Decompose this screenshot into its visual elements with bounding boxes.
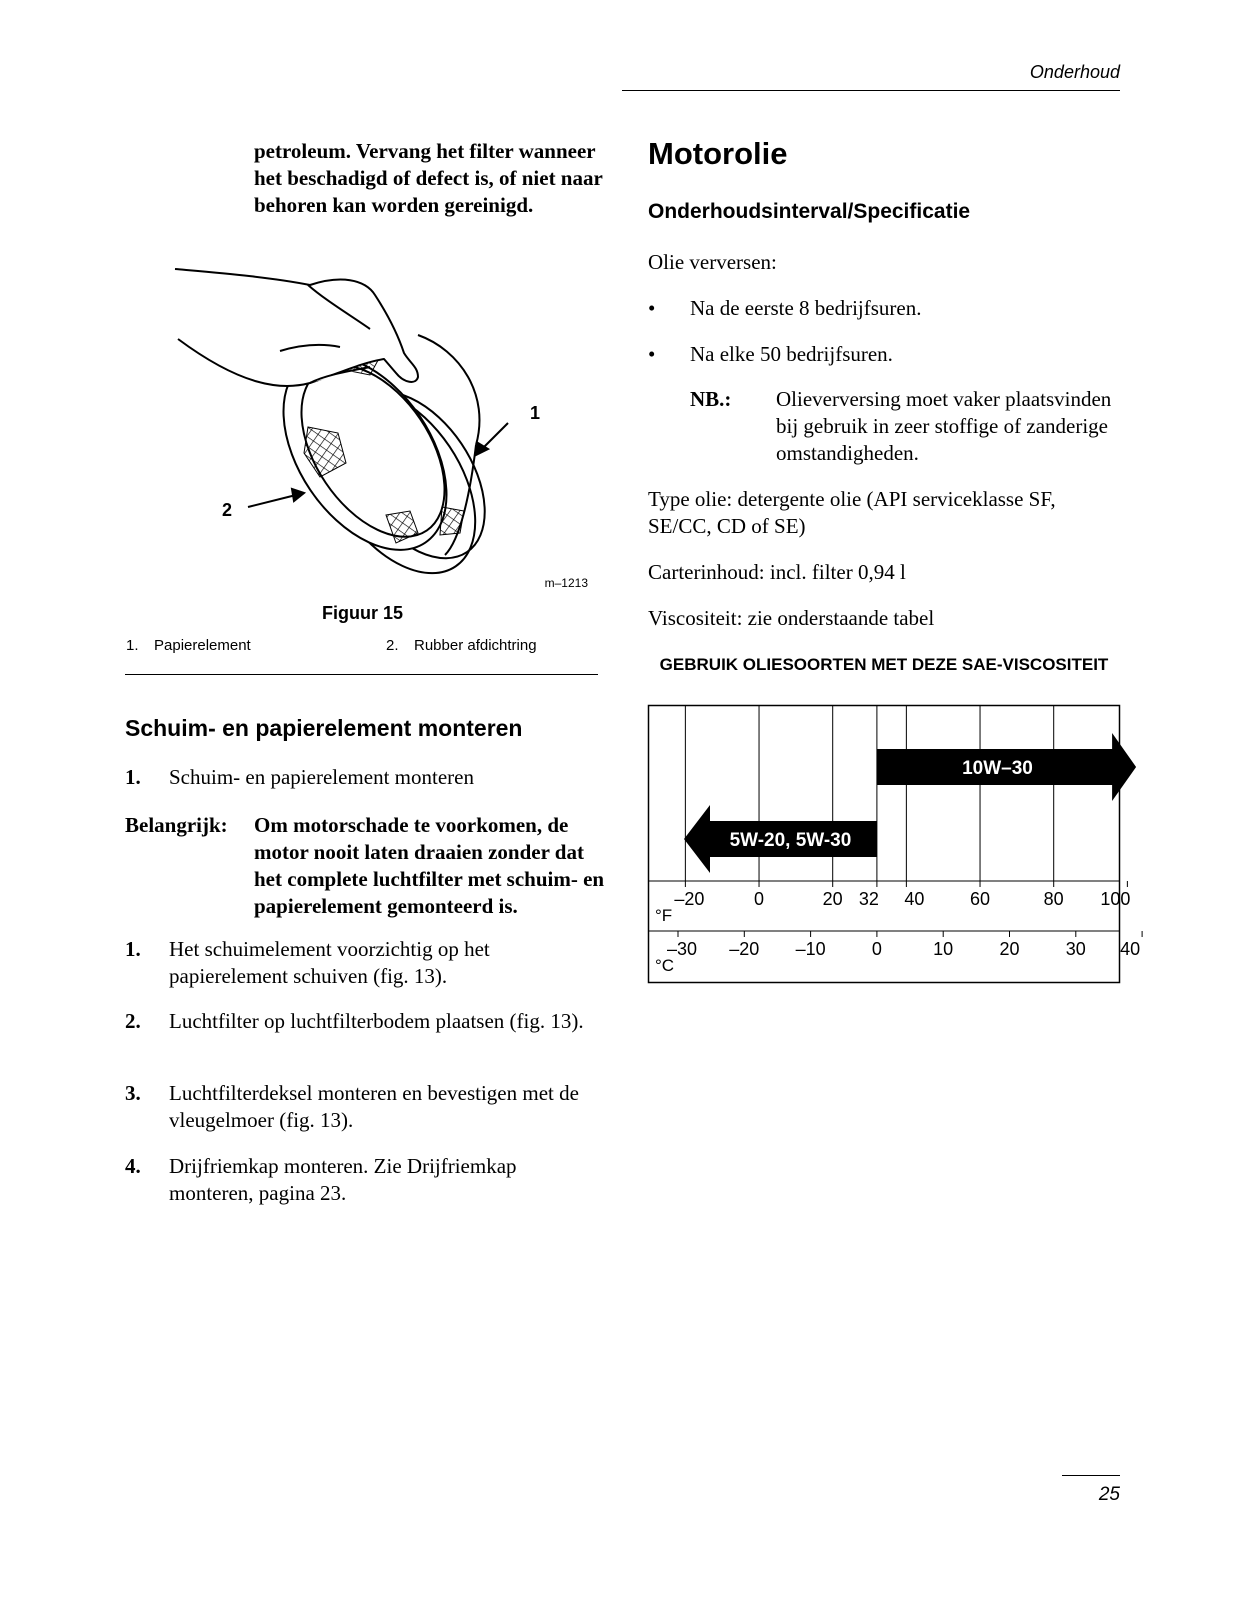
procedure-step <box>125 1153 605 1207</box>
legend-label: Papierelement <box>154 637 251 654</box>
note <box>690 386 1120 467</box>
viscosity-bar-label: 5W-20, 5W-30 <box>729 830 852 851</box>
bullet-marker: • <box>648 296 656 320</box>
figure-legend-item <box>386 637 537 654</box>
important-notice <box>125 812 605 920</box>
step-text: Schuim- en papierelement monteren <box>169 765 474 789</box>
fahrenheit-tick-label: 80 <box>1043 889 1064 909</box>
fahrenheit-tick-label: 40 <box>904 889 925 909</box>
celsius-tick-label: 20 <box>999 939 1020 959</box>
procedure-step <box>125 1080 605 1134</box>
procedure-step <box>125 1008 605 1035</box>
procedure-step <box>125 936 605 990</box>
celsius-tick-label: 40 <box>1120 939 1141 959</box>
air-filter-illustration <box>160 255 600 600</box>
step-number: 1. <box>125 765 141 789</box>
bullet-text: Na elke 50 bedrijfsuren. <box>690 342 893 366</box>
callout-2-label: 2 <box>222 500 233 520</box>
fahrenheit-tick-label: 100 <box>1100 889 1131 909</box>
bullet-item <box>648 295 1118 322</box>
footer-rule <box>1062 1475 1120 1476</box>
chart-title: GEBRUIK OLIESOORTEN MET DEZE SAE-VISCOSITEIT <box>659 655 1109 674</box>
running-head: Onderhoud <box>1029 62 1120 82</box>
header-rule <box>622 90 1120 91</box>
fahrenheit-tick-label: 32 <box>858 889 879 909</box>
legend-number: 1. <box>126 637 139 654</box>
step-text: Luchtfilter op luchtfilterbodem plaatsen (fig. 13). <box>169 1009 584 1033</box>
celsius-unit-label: °C <box>655 956 675 975</box>
section-title: Motorolie <box>648 136 788 171</box>
note-text: Olieverversing moet vaker plaatsvinden bij gebruik in zeer stoffige of zanderige omstandigheden. <box>776 387 1112 465</box>
warning-continuation: petroleum. Vervang het filter wanneer het beschadigd of defect is, of niet naar behoren kan worden gereinigd. <box>254 139 603 217</box>
bullet-marker: • <box>648 342 656 366</box>
callout-1-label: 1 <box>530 403 541 423</box>
section-heading: Schuim- en papierelement monteren <box>125 715 523 741</box>
step-number: 2. <box>125 1009 141 1033</box>
step-number: 4. <box>125 1154 141 1178</box>
figure-caption: Figuur 15 <box>321 603 403 623</box>
fahrenheit-tick-label: –20 <box>674 889 705 909</box>
figure-legend-item <box>126 637 251 654</box>
intro-step <box>125 764 605 791</box>
step-number: 3. <box>125 1081 141 1105</box>
legend-label: Rubber afdichtring <box>414 637 537 654</box>
fahrenheit-tick-label: 20 <box>822 889 843 909</box>
viscosity-bar-label: 10W–30 <box>962 758 1033 779</box>
figure-id: m–1213 <box>544 576 588 590</box>
celsius-tick-label: 0 <box>871 939 882 959</box>
fahrenheit-tick-label: 60 <box>970 889 991 909</box>
viscosity-chart <box>648 705 1141 983</box>
fahrenheit-tick-label: 0 <box>754 889 765 909</box>
viscosity-reference: Viscositeit: zie onderstaande tabel <box>648 606 935 630</box>
subsection-heading: Onderhoudsinterval/Specificatie <box>648 200 971 223</box>
celsius-tick-label: –30 <box>666 939 698 959</box>
celsius-tick-label: 10 <box>933 939 954 959</box>
important-label: Belangrijk: <box>125 813 228 837</box>
step-text: Het schuimelement voorzichtig op het papierelement schuiven (fig. 13). <box>169 937 490 988</box>
page-number: 25 <box>1098 1484 1120 1505</box>
oil-change-intro: Olie verversen: <box>648 250 777 274</box>
oil-type: Type olie: detergente olie (API serviceklasse SF, SE/CC, CD of SE) <box>648 487 1056 538</box>
bullet-item <box>648 341 1118 368</box>
step-number: 1. <box>125 937 141 961</box>
step-text: Luchtfilterdeksel monteren en bevestigen met de vleugelmoer (fig. 13). <box>169 1081 579 1132</box>
figure-rule <box>125 674 598 675</box>
bullet-text: Na de eerste 8 bedrijfsuren. <box>690 296 922 320</box>
fahrenheit-unit-label: °F <box>655 906 673 925</box>
note-label: NB.: <box>690 387 732 411</box>
crankcase-capacity: Carterinhoud: incl. filter 0,94 l <box>648 560 906 584</box>
important-text: Om motorschade te voorkomen, de motor nooit laten draaien zonder dat het complete luchtfilter met schuim- en papierelement gemonteerd is. <box>254 813 605 918</box>
step-text: Drijfriemkap monteren. Zie Drijfriemkap monteren, pagina 23. <box>169 1154 517 1205</box>
celsius-tick-label: 30 <box>1065 939 1086 959</box>
celsius-tick-label: –10 <box>795 939 826 959</box>
celsius-tick-label: –20 <box>729 939 760 959</box>
legend-number: 2. <box>386 637 399 654</box>
